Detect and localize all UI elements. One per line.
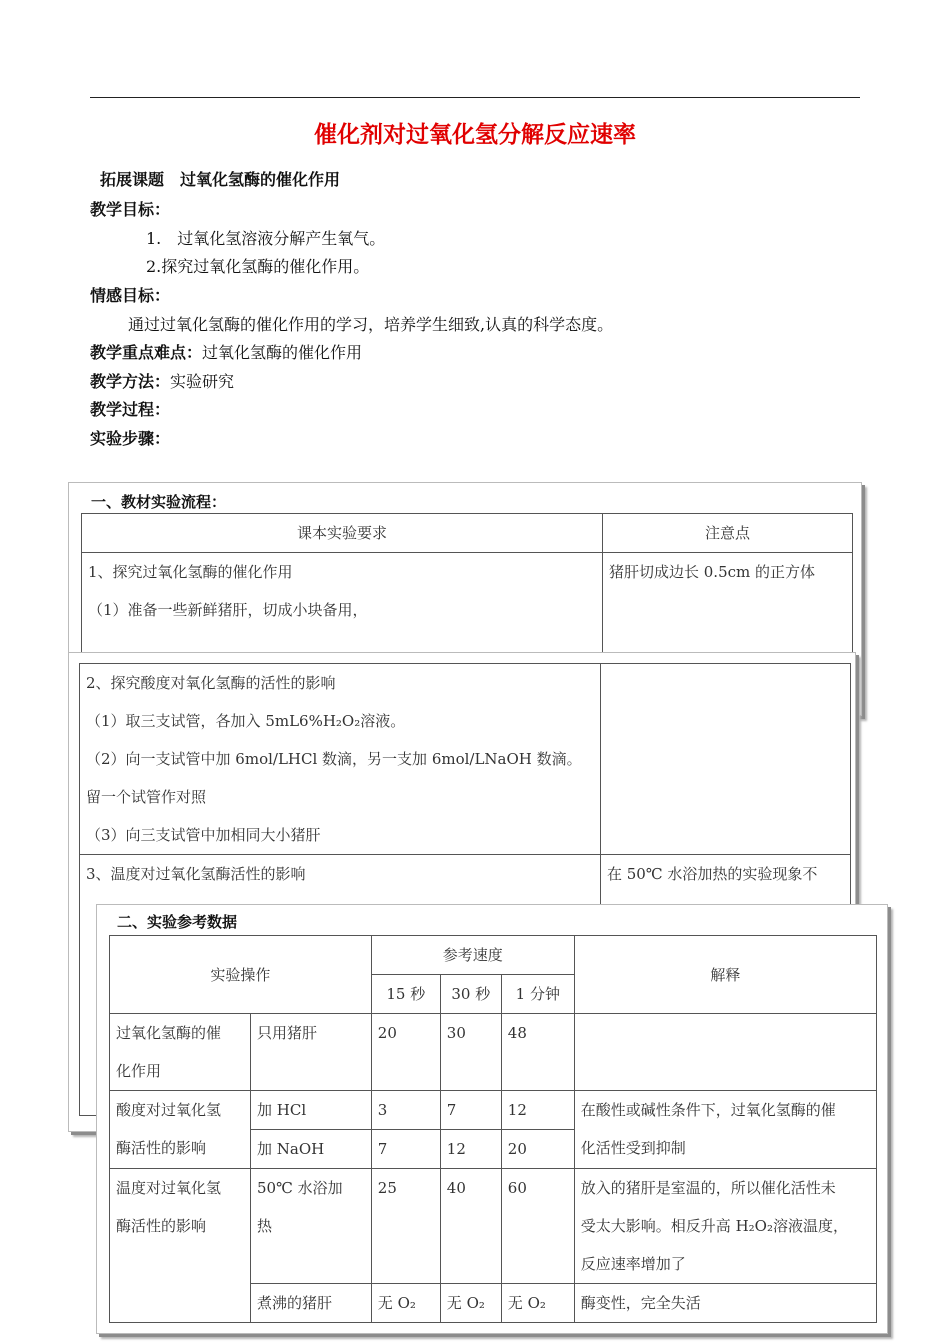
panel1-heading: 一、教材实验流程： [91, 493, 227, 511]
method-label: 教学方法： [90, 372, 171, 391]
goals-label: 教学目标： [90, 200, 171, 219]
process-label: 教学过程： [90, 400, 171, 419]
key-text: 过氧化氢酶的催化作用 [202, 343, 363, 362]
table-row [110, 1014, 877, 1091]
value-cell: 30 [440, 1014, 501, 1091]
subtitle: 拓展课题 过氧化氢酶的催化作用 [100, 170, 341, 189]
header-operation: 实验操作 [110, 936, 372, 1014]
emotion-text: 通过过氧化氢酶的催化作用的学习，培养学生细致,认真的科学态度。 [128, 315, 614, 334]
method-line [90, 369, 234, 392]
value-cell: 20 [501, 1130, 574, 1169]
method-text: 实验研究 [170, 372, 235, 391]
header-30s: 30 秒 [440, 975, 501, 1014]
key-label: 教学重点难点： [90, 343, 203, 362]
operation-cell: 50℃ 水浴加 热 [251, 1169, 372, 1284]
group-cell: 酸度对过氧化氢 酶活性的影响 [110, 1091, 251, 1169]
operation-cell: 加 HCl [251, 1091, 372, 1130]
operation-cell: 煮沸的猪肝 [251, 1284, 372, 1323]
panel3-heading: 二、实验参考数据 [117, 913, 238, 931]
steps-label: 实验步骤： [90, 429, 171, 448]
goal-1: 1. 过氧化氢溶液分解产生氧气。 [146, 229, 386, 248]
row3-requirement: 3、温度对过氧化氢酶活性的影响 [80, 855, 601, 1116]
header-speed: 参考速度 [371, 936, 574, 975]
explanation-cell: 酶变性，完全失活 [574, 1284, 876, 1323]
row2-line5: （3）向三支试管中加相同大小猪肝 [86, 826, 321, 844]
row1-line1: 1、探究过氧化氢酶的催化作用 [88, 563, 293, 581]
group-cell: 温度对过氧化氢 酶活性的影响 [110, 1169, 251, 1323]
row1-note: 猪肝切成边长 0.5cm 的正方体 [603, 553, 853, 717]
value-cell: 60 [501, 1169, 574, 1284]
value-cell: 12 [440, 1130, 501, 1169]
row2-line1: 2、探究酸度对氧化氢酶的活性的影响 [86, 674, 336, 692]
value-cell: 40 [440, 1169, 501, 1284]
value-cell: 无 O₂ [440, 1284, 501, 1323]
value-cell: 48 [501, 1014, 574, 1091]
value-cell: 3 [371, 1091, 440, 1130]
reference-data-panel [96, 904, 888, 1334]
reference-data-table [109, 935, 877, 1323]
row3-note: 在 50℃ 水浴加热的实验现象不 [601, 855, 851, 1116]
key-line [90, 340, 362, 363]
row2-requirement [80, 664, 601, 855]
value-cell: 无 O₂ [371, 1284, 440, 1323]
explanation-cell: 在酸性或碱性条件下，过氧化氢酶的催 化活性受到抑制 [574, 1091, 876, 1169]
row2-line4: 留一个试管作对照 [86, 788, 207, 806]
emotion-label: 情感目标： [90, 286, 171, 305]
row2-line3: （2）向一支试管中加 6mol/LHCl 数滴，另一支加 6mol/LNaOH 数滴。 [86, 750, 582, 768]
value-cell: 25 [371, 1169, 440, 1284]
page-title: 催化剂对过氧化氢分解反应速率 [314, 121, 636, 148]
table-row [110, 1091, 877, 1130]
explanation-cell [574, 1014, 876, 1091]
value-cell: 12 [501, 1091, 574, 1130]
col-notes: 注意点 [603, 514, 853, 553]
col-requirement: 课本实验要求 [82, 514, 603, 553]
row2-note [601, 664, 851, 855]
table-row [110, 1169, 877, 1284]
value-cell: 7 [371, 1130, 440, 1169]
value-cell: 7 [440, 1091, 501, 1130]
value-cell: 20 [371, 1014, 440, 1091]
row2-line2: （1）取三支试管，各加入 5mL6%H₂O₂溶液。 [86, 712, 406, 730]
goal-2: 2.探究过氧化氢酶的催化作用。 [146, 257, 370, 276]
explanation-cell: 放入的猪肝是室温的，所以催化活性未 受太大影响。相反升高 H₂O₂溶液温度， 反应速率增加了 [574, 1169, 876, 1284]
value-cell: 无 O₂ [501, 1284, 574, 1323]
header-1min: 1 分钟 [501, 975, 574, 1014]
operation-cell: 只用猪肝 [251, 1014, 372, 1091]
header-15s: 15 秒 [371, 975, 440, 1014]
operation-cell: 加 NaOH [251, 1130, 372, 1169]
group-cell: 过氧化氢酶的催 化作用 [110, 1014, 251, 1091]
row1-line2: （1）准备一些新鲜猪肝，切成小块备用， [88, 601, 368, 619]
top-rule [90, 97, 860, 98]
header-explanation: 解释 [574, 936, 876, 1014]
